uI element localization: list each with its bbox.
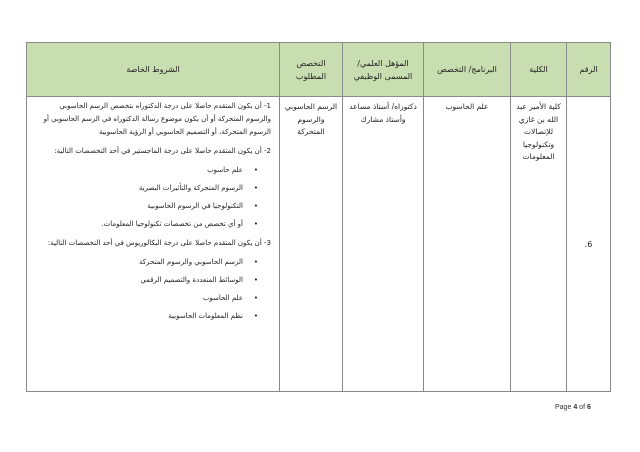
condition-3: 3- أن يكون المتقدم حاصلا على درجة البكالوريوس في أحد التخصصات التالية: (47, 239, 271, 247)
list-item: • التكنولوجيا في الرسوم الحاسوبية (33, 200, 243, 213)
condition-1: 1- أن يكون المتقدم حاصلا على درجة الدكتوراه بتخصص الرسم الحاسوبي والرسوم المتحركة أو أن يكون موضوع رسالة الدكتوراه في الرسم الحاسوبي أو الرسوم المتحركة، أو التصميم الحاسوبي أو الرؤية الحاسوبية (43, 102, 271, 136)
header-row (27, 43, 611, 97)
page-total: 6 (586, 404, 591, 411)
row-conditions (27, 97, 280, 392)
page-footer (555, 404, 591, 411)
list-item: • الوسائط المتعددة والتصميم الرقمي (33, 274, 243, 287)
condition-2-list (33, 164, 271, 231)
page-label: Page (555, 404, 572, 411)
list-item: • أو أي تخصص من تخصصات تكنولوجيا المعلومات. (33, 218, 243, 231)
page-current: 4 (573, 404, 578, 411)
list-item: • علم حاسوب (33, 164, 243, 177)
table-row (27, 97, 611, 392)
row-qualification: دكتوراه/ أستاذ مساعد وأستاذ مشارك (343, 97, 424, 392)
row-program: علم الحاسوب (424, 97, 511, 392)
header-specialization: التخصص المطلوب (280, 43, 343, 97)
header-number: الرقم (567, 43, 611, 97)
condition-2: 2- أن يكون المتقدم حاصلا على درجة الماجستير في أحد التخصصات التالية: (54, 147, 271, 155)
list-item: • الرسم الحاسوبي والرسوم المتحركة (33, 256, 243, 269)
header-qualification: المؤهل العلمي/المسمى الوظيفي (343, 43, 424, 97)
header-program: البرنامج/ التخصص (424, 43, 511, 97)
row-specialization: الرسم الحاسوبي والرسوم المتحركة (280, 97, 343, 392)
condition-3-list (33, 256, 271, 323)
list-item: • نظم المعلومات الحاسوبية (33, 310, 243, 323)
list-item: • الرسوم المتحركة والتأثيرات البصرية (33, 182, 243, 195)
positions-table (26, 42, 611, 392)
header-conditions: الشروط الخاصة (27, 43, 280, 97)
header-college: الكلية (511, 43, 567, 97)
row-college: كلية الأمير عبد الله بن غازي للإتصالات وتكنولوجيا المعلومات (511, 97, 567, 392)
list-item: • علم الحاسوب (33, 292, 243, 305)
page-of: of (579, 404, 586, 411)
row-number: 6. (567, 97, 611, 392)
